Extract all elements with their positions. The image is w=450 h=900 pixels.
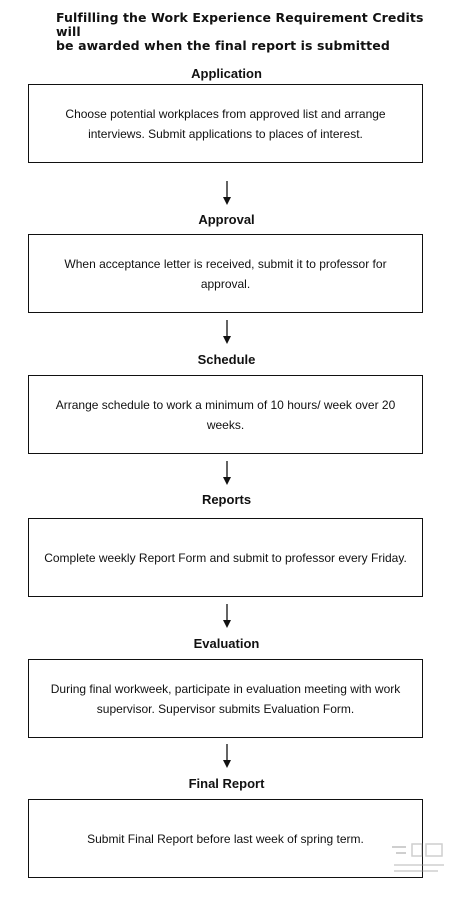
- title-line-1: Fulfilling the Work Experience Requirement Credits will: [56, 10, 424, 39]
- step-heading-evaluation: Evaluation: [193, 636, 260, 651]
- step-heading-schedule: Schedule: [197, 352, 256, 367]
- step-text-reports: Complete weekly Report Form and submit to professor every Friday.: [44, 550, 407, 565]
- page-title: [56, 11, 436, 53]
- step-box-reports: [28, 518, 423, 597]
- arrow-down-icon: [220, 461, 234, 486]
- step-box-approval: [28, 234, 423, 313]
- step-box-evaluation: [28, 659, 423, 738]
- step-heading-application: Application: [191, 66, 262, 81]
- title-line-2: be awarded when the final report is submitted: [56, 38, 390, 53]
- step-heading-reports: Reports: [201, 492, 252, 507]
- step-box-schedule: [28, 375, 423, 454]
- arrow-down-icon: [220, 320, 234, 345]
- step-heading-approval: Approval: [198, 212, 255, 227]
- arrow-down-icon: [220, 744, 234, 769]
- watermark-logo: [350, 838, 450, 888]
- step-box-application: [28, 84, 423, 163]
- arrow-down-icon: [220, 181, 234, 206]
- step-text-application: Choose potential workplaces from approved list and arrange interviews. Submit applications to places of interest.: [65, 106, 386, 141]
- step-text-evaluation: During final workweek, participate in evaluation meeting with work supervisor. Supervisor submits Evaluation Form.: [50, 681, 401, 716]
- step-text-approval: When acceptance letter is received, submit it to professor for approval.: [64, 256, 387, 291]
- step-text-schedule: Arrange schedule to work a minimum of 10 hours/ week over 20 weeks.: [55, 397, 396, 432]
- arrow-down-icon: [220, 604, 234, 629]
- step-heading-final-report: Final Report: [188, 776, 265, 791]
- step-text-final-report: Submit Final Report before last week of spring term.: [87, 831, 364, 846]
